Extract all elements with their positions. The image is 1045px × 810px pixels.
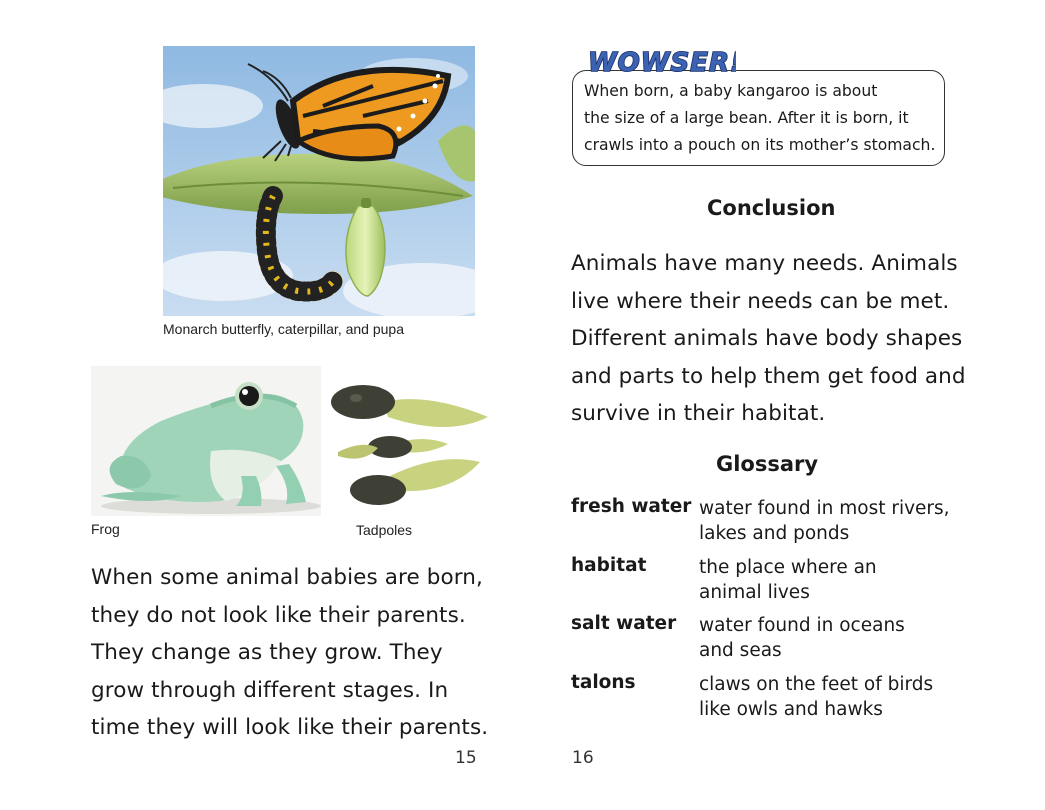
definition-line: the place where an	[699, 557, 877, 578]
definition-line: lakes and ponds	[699, 523, 850, 544]
body-line: time they will look like their parents.	[91, 715, 489, 740]
body-line: grow through different stages. In	[91, 677, 449, 703]
definition-line: water found in most rivers,	[699, 498, 950, 519]
body-line: Animals have many needs. Animals	[571, 251, 958, 276]
body-line: They change as they grow. They	[91, 640, 443, 665]
wowser-title	[586, 43, 736, 79]
page-number-right: 16	[572, 748, 594, 768]
conclusion-text	[571, 245, 971, 433]
body-line: and parts to help them get food and	[571, 363, 966, 389]
tadpole-photo	[328, 372, 494, 522]
conclusion-heading: Conclusion	[707, 196, 836, 220]
frog-caption: Frog	[91, 521, 120, 537]
butterfly-caption: Monarch butterfly, caterpillar, and pupa	[163, 321, 404, 337]
body-line: they do not look like their parents.	[91, 602, 466, 628]
page-number-left: 15	[455, 748, 477, 768]
definition-line: animal lives	[699, 582, 810, 603]
body-line: survive in their habitat.	[571, 401, 826, 426]
wowser-title-text: WOWSER!	[588, 48, 736, 78]
wowser-line: crawls into a pouch on its mother’s stomach.	[584, 136, 936, 154]
glossary-term: salt water	[571, 613, 677, 634]
tadpole-caption: Tadpoles	[356, 522, 413, 538]
definition-line: like owls and hawks	[699, 699, 883, 720]
glossary-definition	[699, 496, 959, 546]
definition-line: and seas	[699, 640, 782, 661]
wowser-text	[584, 78, 944, 159]
glossary-term: habitat	[571, 555, 647, 576]
glossary-term: talons	[571, 672, 636, 693]
wowser-line: the size of a large bean. After it is born, it	[584, 109, 909, 127]
wowser-line: When born, a baby kangaroo is about	[584, 82, 878, 100]
glossary-heading: Glossary	[716, 452, 819, 476]
glossary-definition	[699, 613, 959, 663]
body-line: Different animals have body shapes	[571, 326, 963, 351]
frog-photo	[91, 366, 321, 516]
body-line: When some animal babies are born,	[91, 565, 483, 590]
body-line: live where their needs can be met.	[571, 288, 950, 314]
definition-line: claws on the feet of birds	[699, 674, 934, 695]
glossary-term: fresh water	[571, 496, 692, 517]
glossary-definition	[699, 672, 959, 722]
glossary-definition	[699, 555, 959, 605]
definition-line: water found in oceans	[699, 615, 905, 636]
butterfly-photo	[163, 46, 475, 316]
left-body-text	[91, 559, 491, 747]
